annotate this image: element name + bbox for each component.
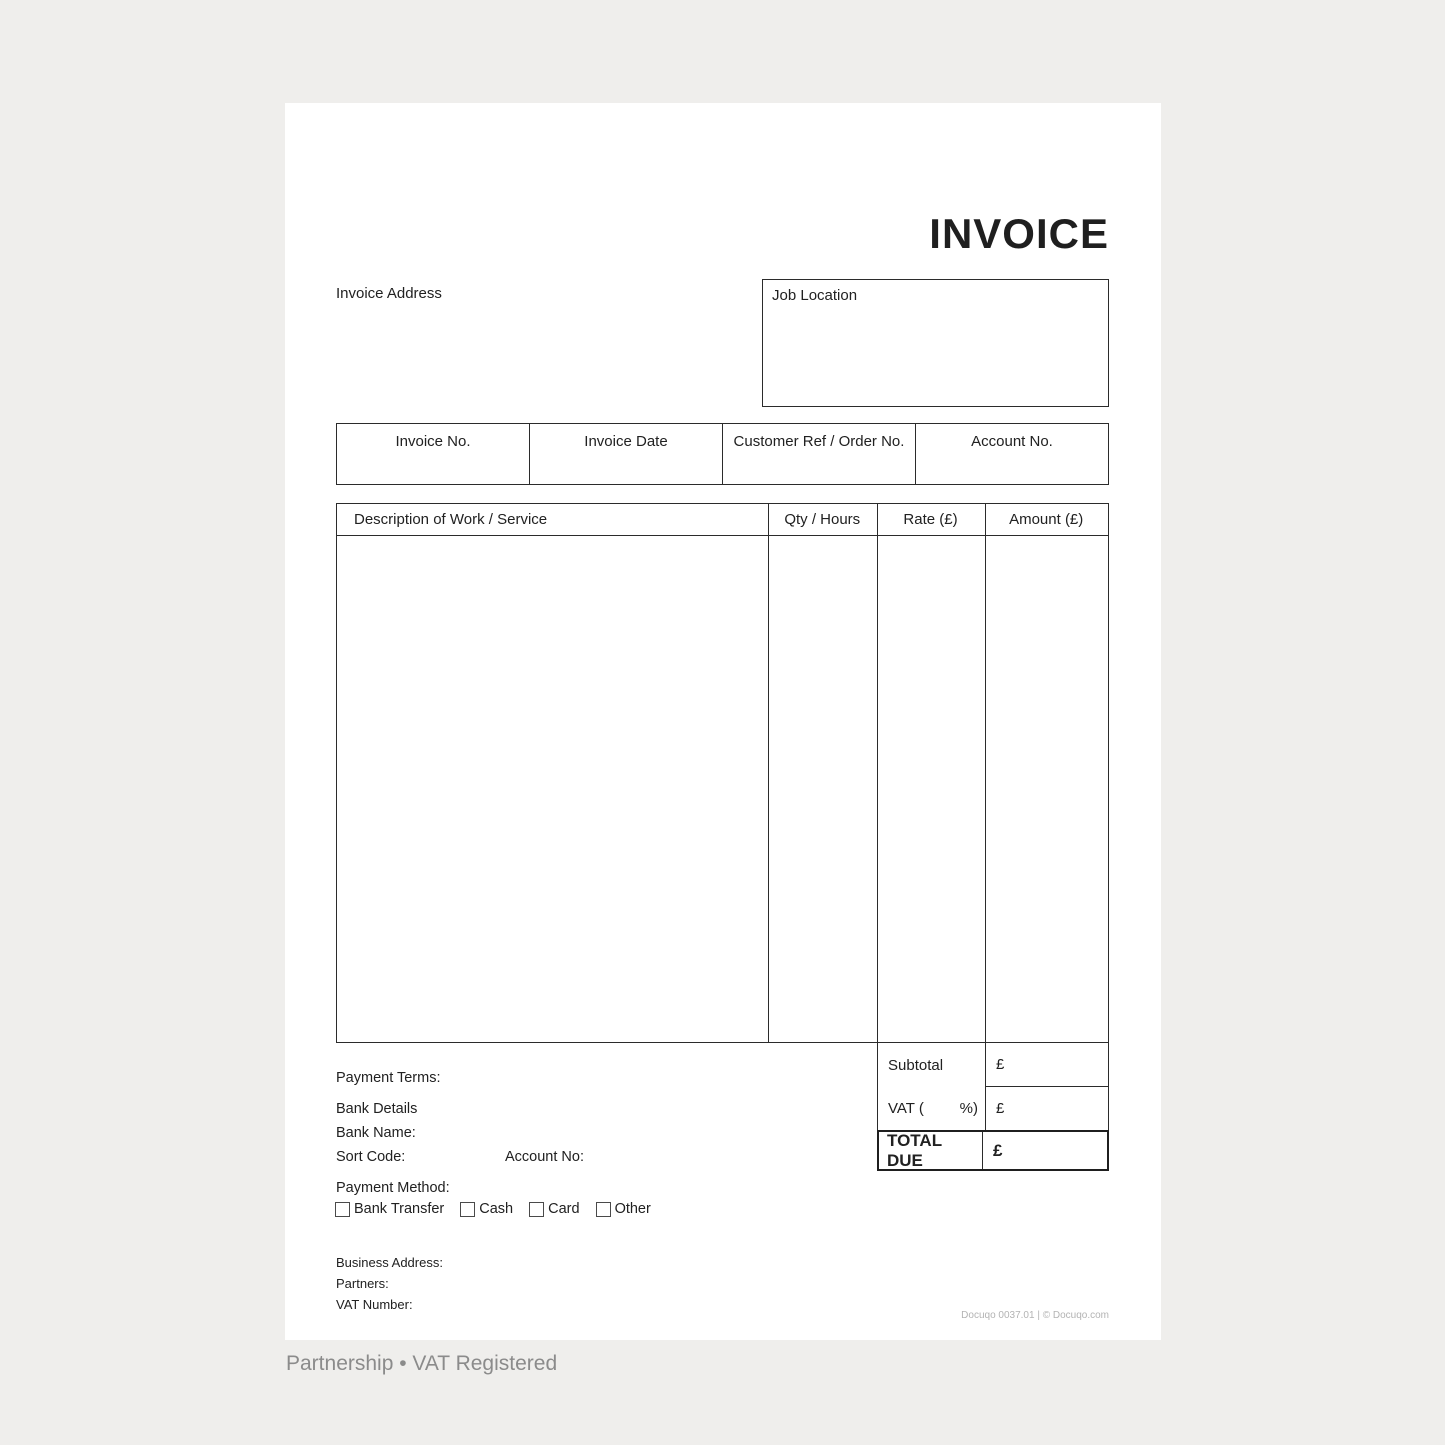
invoice-date-field[interactable]: Invoice Date <box>530 424 723 484</box>
items-table[interactable] <box>336 503 1109 1043</box>
subtotal-value-field[interactable] <box>985 1043 1108 1087</box>
partners-label: Partners: <box>336 1276 389 1291</box>
column-divider <box>768 504 769 1042</box>
bank-name-label: Bank Name: <box>336 1125 416 1141</box>
payment-method-option-label: Bank Transfer <box>354 1201 445 1217</box>
payment-method-bank-transfer[interactable] <box>335 1201 444 1217</box>
page-title: INVOICE <box>929 210 1109 257</box>
account-no-field[interactable]: Account No. <box>971 433 1053 450</box>
invoice-meta-row <box>336 423 1109 485</box>
checkbox-icon[interactable] <box>335 1202 350 1217</box>
account-no-label: Account No: <box>505 1149 584 1165</box>
vat-number-label: VAT Number: <box>336 1297 413 1312</box>
column-header-description: Description of Work / Service <box>354 511 548 528</box>
checkbox-icon[interactable] <box>529 1202 544 1217</box>
column-divider <box>985 504 986 1042</box>
invoice-page <box>285 103 1161 1340</box>
payment-method-label: Payment Method: <box>336 1180 450 1196</box>
column-header-rate: Rate (£) <box>903 511 958 528</box>
invoice-no-field[interactable]: Invoice No. <box>337 424 530 484</box>
vat-label-close: %) <box>959 1100 978 1117</box>
items-table-header <box>337 504 1108 536</box>
totals-box <box>877 1042 1109 1171</box>
currency-symbol: £ <box>996 1100 1005 1117</box>
total-due-label: TOTAL DUE <box>879 1132 983 1169</box>
invoice-address-label: Invoice Address <box>336 285 442 302</box>
sort-code-label: Sort Code: <box>336 1149 406 1165</box>
customer-ref-field[interactable]: Customer Ref / Order No. <box>723 424 916 484</box>
column-header-qty: Qty / Hours <box>784 511 861 528</box>
vat-label-open: VAT ( <box>888 1100 924 1117</box>
vat-label <box>878 1087 985 1130</box>
checkbox-icon[interactable] <box>596 1202 611 1217</box>
subtotal-label: Subtotal <box>888 1056 944 1074</box>
payment-method-card[interactable] <box>529 1201 579 1217</box>
bank-details-label: Bank Details <box>336 1101 418 1117</box>
currency-symbol: £ <box>996 1056 1005 1073</box>
checkbox-icon[interactable] <box>460 1202 475 1217</box>
payment-terms-label: Payment Terms: <box>336 1070 441 1086</box>
payment-method-option-label: Other <box>614 1201 651 1217</box>
total-due-row <box>877 1130 1109 1171</box>
payment-method-option-label: Cash <box>479 1201 514 1217</box>
vat-value-field[interactable] <box>985 1087 1108 1130</box>
product-caption: Partnership • VAT Registered <box>286 1352 558 1375</box>
job-location-label: Job Location <box>772 287 858 304</box>
payment-method-other[interactable] <box>596 1201 651 1217</box>
column-header-amount: Amount (£) <box>1009 511 1084 528</box>
column-divider <box>877 504 878 1042</box>
currency-symbol: £ <box>993 1140 1003 1160</box>
document-watermark: Docuqo 0037.01 | © Docuqo.com <box>961 1310 1109 1321</box>
payment-method-options <box>335 1201 651 1217</box>
job-location-field[interactable] <box>762 279 1109 407</box>
business-address-label: Business Address: <box>336 1255 443 1270</box>
payment-method-option-label: Card <box>548 1201 580 1217</box>
payment-method-cash[interactable] <box>460 1201 513 1217</box>
total-due-value-field[interactable] <box>983 1132 1002 1169</box>
